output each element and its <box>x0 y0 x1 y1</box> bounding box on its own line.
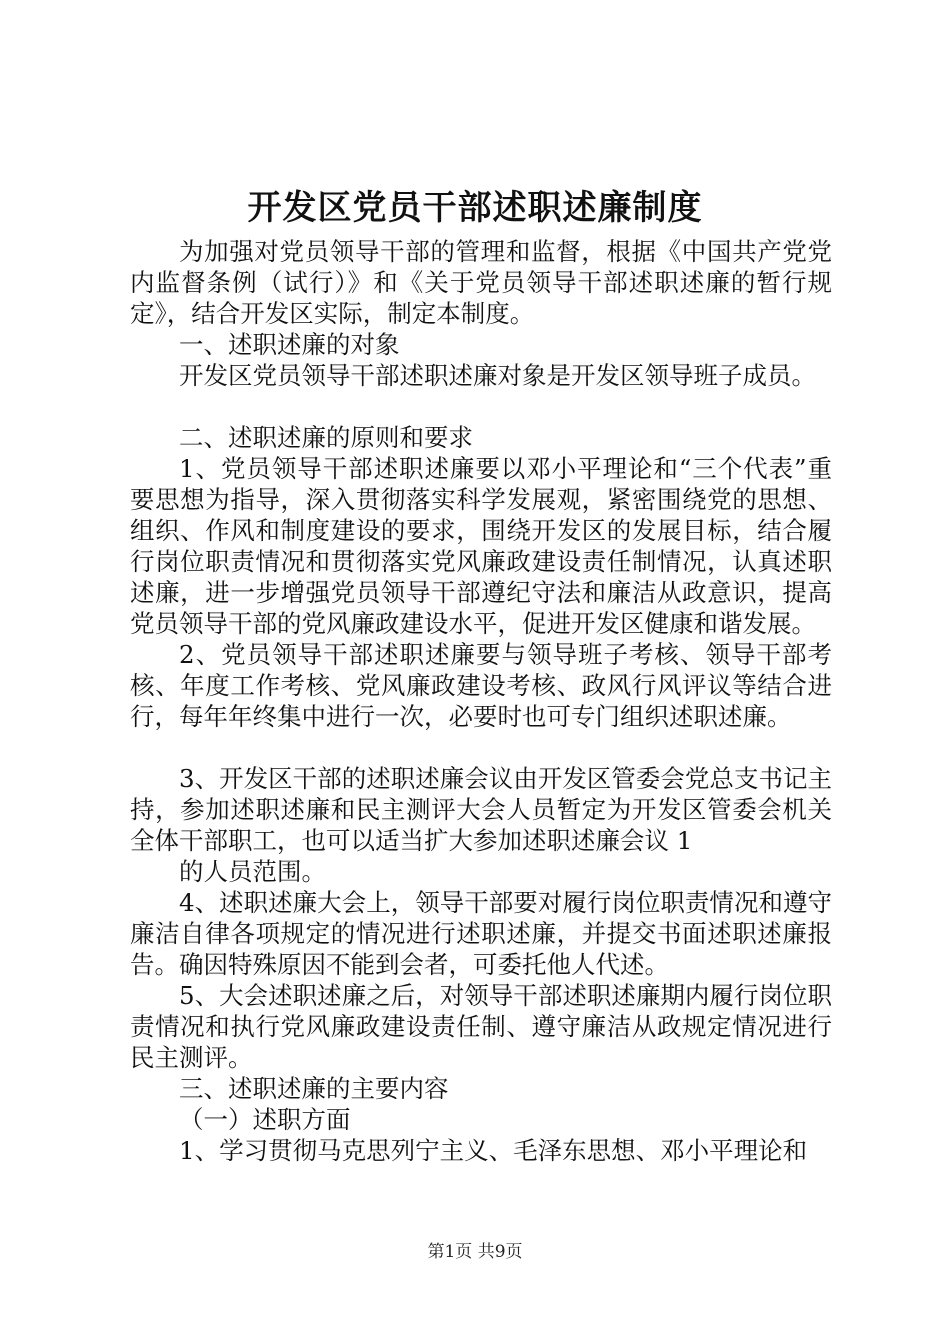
paragraph-item-4: 4、述职述廉大会上，领导干部要对履行岗位职责情况和遵守廉洁自律各项规定的情况进行述职述廉，并提交书面述职述廉报告。确因特殊原因不能到会者，可委托他人代述。 <box>130 888 832 979</box>
paragraph-item-3: 3、开发区干部的述职述廉会议由开发区管委会党总支书记主持，参加述职述廉和民主测评大会人员暂定为开发区管委会机关全体干部职工，也可以适当扩大参加述职述廉会议 1 <box>130 764 832 855</box>
paragraph-item-3-continued: 的人员范围。 <box>179 857 326 886</box>
paragraph-intro: 为加强对党员领导干部的管理和监督，根据《中国共产党党内监督条例（试行）》和《关于党员领导干部述职述廉的暂行规定》，结合开发区实际，制定本制度。 <box>130 237 832 328</box>
paragraph-gap <box>130 391 832 422</box>
paragraph-study-item-1: 1、学习贯彻马克思列宁主义、毛泽东思想、邓小平理论和 <box>179 1136 808 1165</box>
heading-section-1: 一、述职述廉的对象 <box>179 330 400 359</box>
heading-section-3: 三、述职述廉的主要内容 <box>179 1074 449 1103</box>
heading-section-2: 二、述职述廉的原则和要求 <box>179 423 473 452</box>
document-body <box>130 236 832 1166</box>
paragraph-gap <box>130 732 832 763</box>
paragraph-item-5: 5、大会述职述廉之后，对领导干部述职述廉期内履行岗位职责情况和执行党风廉政建设责任制、遵守廉洁从政规定情况进行民主测评。 <box>130 981 832 1072</box>
heading-subsection-1: （一）述职方面 <box>179 1105 351 1134</box>
paragraph-item-2: 2、党员领导干部述职述廉要与领导班子考核、领导干部考核、年度工作考核、党风廉政建设考核、政风行风评议等结合进行，每年年终集中进行一次，必要时也可专门组织述职述廉。 <box>130 640 832 731</box>
document-title: 开发区党员干部述职述廉制度 <box>247 188 703 228</box>
paragraph-item-1: 1、党员领导干部述职述廉要以邓小平理论和“三个代表”重要思想为指导，深入贯彻落实科学发展观，紧密围绕党的思想、组织、作风和制度建设的要求，围绕开发区的发展目标，结合履行岗位职责情况和贯彻落实党风廉政建设责任制情况，认真述职述廉，进一步增强党员领导干部遵纪守法和廉洁从政意识，提高党员领导干部的党风廉政建设水平，促进开发区健康和谐发展。 <box>130 454 832 638</box>
page-footer: 第1页 共9页 <box>427 1242 523 1262</box>
paragraph-object: 开发区党员领导干部述职述廉对象是开发区领导班子成员。 <box>179 361 816 390</box>
